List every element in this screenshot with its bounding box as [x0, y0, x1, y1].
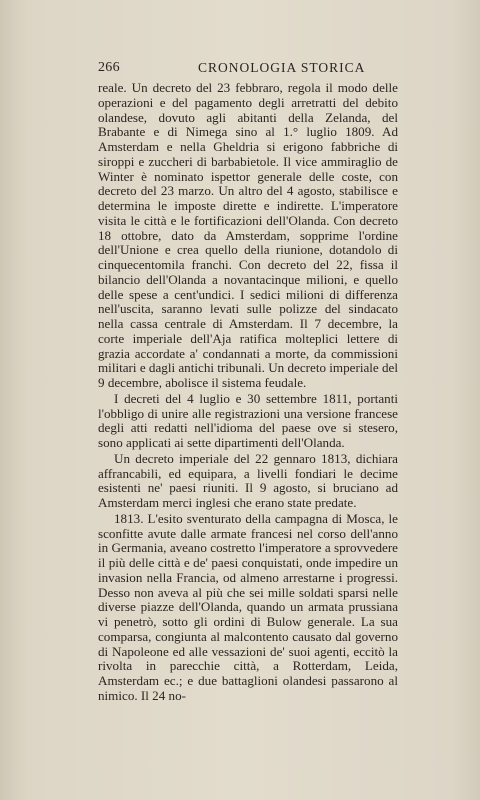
- page-header: [98, 60, 394, 82]
- paragraph-2: I decreti del 4 luglio e 30 settembre 1811, portanti l'obbligo di unire alle registrazioni una versione francese degli atti redatti nell'idioma del paese ove si stesero, sono applicati ai sette dipartimenti dell'Olanda.: [98, 390, 398, 450]
- body-text: [98, 81, 398, 704]
- paragraph-3: Un decreto imperiale del 22 gennaro 1813, dichiara affrancabili, ed equipara, a livelli fondiari le decime esistenti ne' paesi riuniti. Il 9 agosto, si bruciano ad Amsterdam merci inglesi che erano state predate.: [98, 450, 398, 510]
- paragraph-1: reale. Un decreto del 23 febbraro, regola il modo delle operazioni e del pagamento degli arretratti del debito olandese, dovuto agli abitanti della Zelanda, del Brabante e di Nimega sino al 1.° luglio 1809. Ad Amsterdam e nella Gheldria si erigono fabbriche di siroppi e zuccheri di barbabietole. Il vice ammiraglio de Winter è nominato ispettor generale delle coste, con decreto del 23 marzo. Un altro del 4 agosto, stabilisce e determina le imposte dirette e indirette. L'imperatore visita le città e le fortificazioni dell'Olanda. Con decreto 18 ottobre, dato da Amsterdam, sopprime l'ordine dell'Unione e crea quello della riunione, dotandolo di cinquecentomila franchi. Con decreto del 22, fissa il bilancio dell'Olanda a novantacinque milioni, e quello delle spese a cent'undici. I sedici milioni di differenza nell'uscita, saranno levati sulle polizze del sindacato nella cassa centrale di Amsterdam. Il 7 decembre, la corte imperiale dell'Aja ratifica molteplici lettere di grazia accordate a' condannati a morte, da commissioni militari e dagli antichi tribunali. Un decreto imperiale del 9 decembre, abolisce il sistema feudale.: [98, 80, 398, 390]
- page-number: 266: [98, 60, 120, 75]
- running-title: CRONOLOGIA STORICA: [198, 60, 366, 75]
- paragraph-4: 1813. L'esito sventurato della campagna di Mosca, le sconfitte avute dalle armate francesi nel corso dell'anno in Germania, aveano costretto l'imperatore a sprovvedere il più delle città e de' paesi conquistati, onde impedire un invasion nella Francia, od almeno arrestarne i progressi. Desso non aveva al più che sei mille soldati sparsi nelle diverse piazze dell'Olanda, quando un armata prussiana vi penetrò, sotto gli ordini di Bulow generale. La sua comparsa, congiunta al malcontento causato dal governo di Napoleone ed alle vessazioni de' suoi agenti, eccitò la rivolta in parecchie città, a Rotterdam, Leida, Amsterdam ec.; e due battaglioni olandesi passarono al nimico. Il 24 no-: [98, 510, 398, 703]
